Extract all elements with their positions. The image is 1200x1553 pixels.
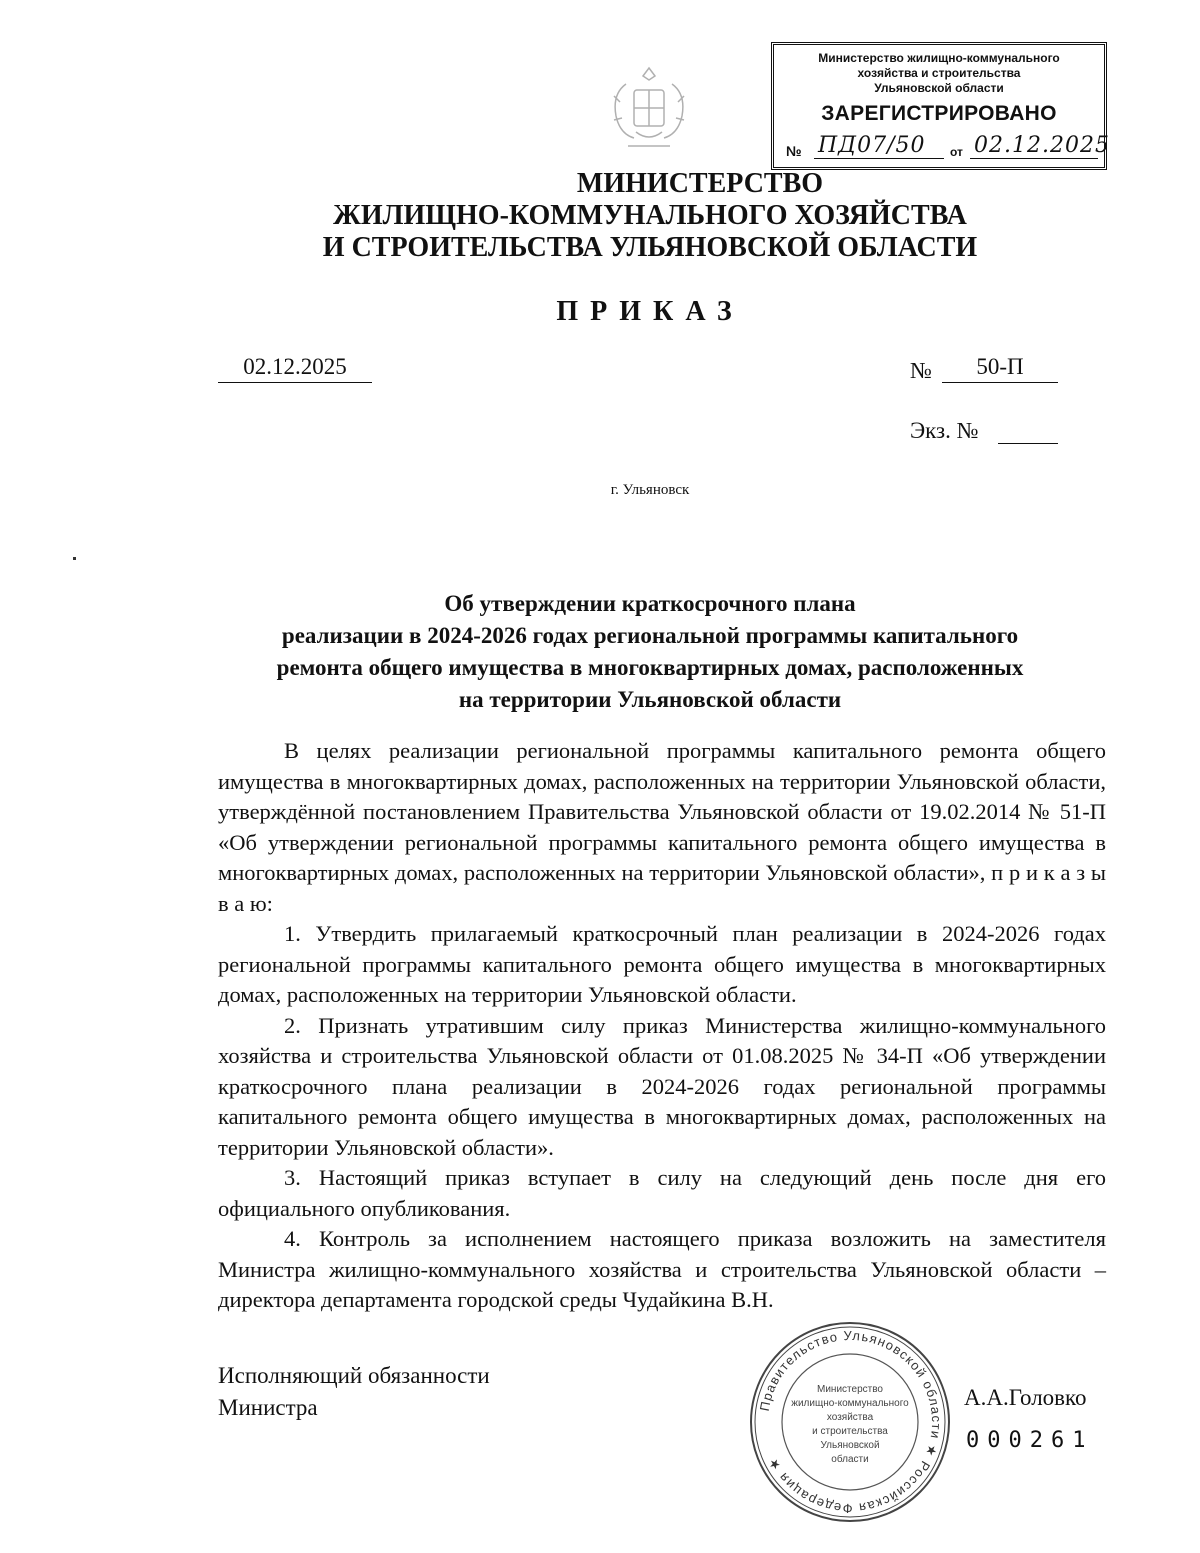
stamp-date-field [970, 132, 1110, 159]
city: г. Ульяновск [610, 482, 690, 498]
ministry-line-1: МИНИСТЕРСТВО [576, 168, 824, 199]
seal-inner-3: хозяйства [826, 1412, 874, 1423]
ministry-line-2: ЖИЛИЩНО-КОММУНАЛЬНОГО ХОЗЯЙСТВА [333, 200, 967, 231]
order-number-label: № [910, 358, 932, 383]
order-body [218, 736, 1106, 1316]
registration-stamp [771, 42, 1110, 170]
ministry-line-3: И СТРОИТЕЛЬСТВА УЛЬЯНОВСКОЙ ОБЛАСТИ [322, 232, 978, 263]
coat-of-arms-emblem-icon [606, 62, 692, 160]
role-line-2: Министра [218, 1395, 318, 1420]
seal-inner-2: жилищно-коммунального [791, 1398, 909, 1409]
role-line-1: Исполняющий обязанности [218, 1363, 490, 1388]
body-paragraph-4: 4. Контроль за исполнением настоящего приказа возложить на заместителя Министра жилищно-коммунального хозяйства и строительства Ульяновской области – директора департамента городской среды Чудайкина В.Н. [218, 1226, 1106, 1312]
body-paragraph-2: 2. Признать утратившим силу приказ Министерства жилищно-коммунального хозяйства и строительства Ульяновской области от 01.08.2025 № 34-П «Об утверждении краткосрочного плана реализации в 2024-2026 годах региональной программы капитального ремонта общего имущества в многоквартирных домах, расположенных на территории Ульяновской области». [218, 1012, 1106, 1160]
seal-inner-1: Министерство [817, 1384, 883, 1395]
body-paragraph-3: 3. Настоящий приказ вступает в силу на следующий день после дня его официального опубликования. [218, 1165, 1106, 1221]
order-title [200, 588, 1100, 716]
order-number: 50-П [942, 354, 1058, 383]
scan-dot [73, 557, 76, 560]
stamp-line-2: хозяйства и строительства [857, 66, 1021, 80]
title-line-2: реализации в 2024-2026 годах региональной программы капитального [281, 623, 1019, 648]
serial-number: 000261 [966, 1428, 1094, 1453]
title-line-3: ремонта общего имущества в многоквартирных домах, расположенных [276, 655, 1024, 680]
stamp-number-field [814, 132, 944, 159]
stamp-line-3: Ульяновской области [874, 81, 1004, 95]
seal-outer-text: Правительство Ульяновской области ★ Российская Федерация ★ [756, 1327, 945, 1517]
stamp-from-label: от [950, 145, 963, 159]
stamp-line-1: Министерство жилищно-коммунального [818, 51, 1060, 65]
body-paragraph-preamble: В целях реализации региональной программы капитального ремонта общего имущества в многоквартирных домах, расположенных на территории Ульяновской области, утверждённой постановлением Правительства Ульяновской области от 19.02.2014 № 51-П «Об утверждении региональной программы капитального ремонта общего имущества в многоквартирных домах, расположенных на территории Ульяновской области», п р и к а з ы в а ю: [218, 738, 1106, 916]
seal-inner-5: Ульяновской [820, 1440, 880, 1451]
ministry-header [200, 168, 1100, 264]
stamp-date: 02.12.2025 [974, 133, 1110, 158]
official-seal-icon [748, 1320, 952, 1524]
document-type: ПРИКАЗ [556, 296, 744, 327]
stamp-number-sign: № [786, 143, 802, 159]
seal-inner-6: области [831, 1454, 869, 1465]
signatory-role [218, 1360, 490, 1424]
signer-name: А.А.Головко [964, 1385, 1087, 1410]
copy-number-line [998, 443, 1058, 444]
seal-inner-4: и строительства [812, 1426, 888, 1437]
stamp-registered-label: ЗАРЕГИСТРИРОВАНО [821, 102, 1057, 125]
title-line-1: Об утверждении краткосрочного плана [444, 591, 856, 616]
title-line-4: на территории Ульяновской области [458, 687, 842, 712]
order-date: 02.12.2025 [218, 354, 372, 383]
stamp-number: ПД07/50 [818, 133, 926, 158]
body-paragraph-1: 1. Утвердить прилагаемый краткосрочный план реализации в 2024-2026 годах региональной программы капитального ремонта общего имущества в многоквартирных домах, расположенных на территории Ульяновской области. [218, 921, 1106, 1007]
copy-number-label: Экз. № [910, 418, 979, 443]
